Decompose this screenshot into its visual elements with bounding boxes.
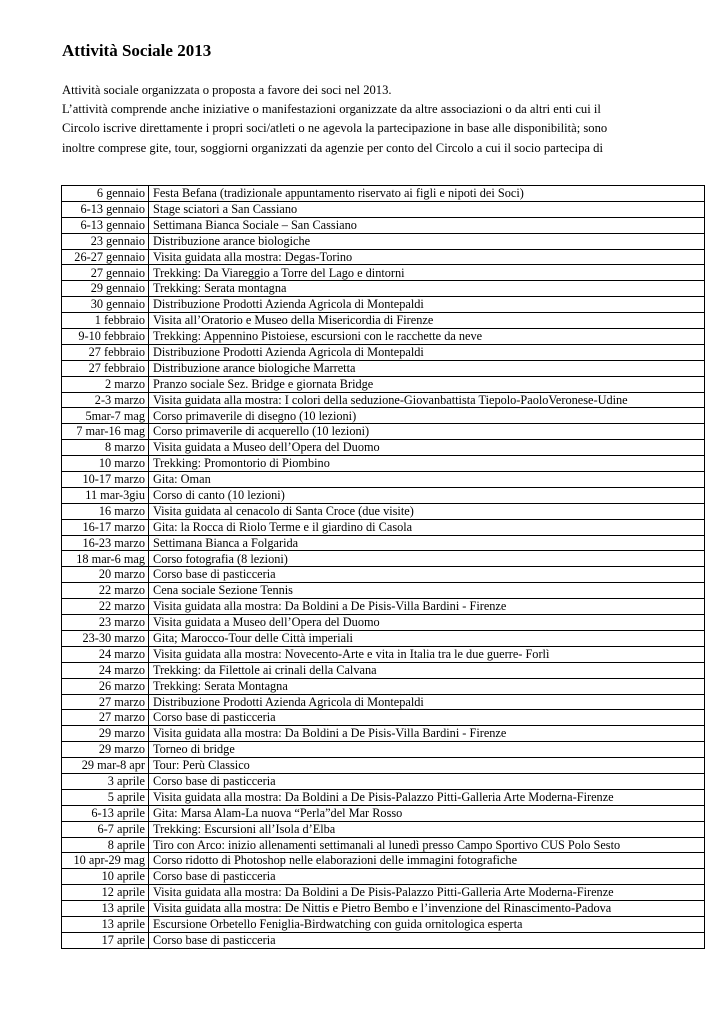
- row-activity: Settimana Bianca a Folgarida: [149, 535, 705, 551]
- row-activity: Corso base di pasticceria: [149, 773, 705, 789]
- table-row: [62, 297, 705, 313]
- row-date: 23 gennaio: [62, 233, 149, 249]
- table-row: [62, 249, 705, 265]
- row-activity: Corso ridotto di Photoshop nelle elaborazioni delle immagini fotografiche: [149, 853, 705, 869]
- table-row: [62, 313, 705, 329]
- row-date: 29 mar-8 apr: [62, 758, 149, 774]
- row-date: 30 gennaio: [62, 297, 149, 313]
- row-activity: Trekking: Appennino Pistoiese, escursioni con le racchette da neve: [149, 329, 705, 345]
- table-row: [62, 440, 705, 456]
- table-row: [62, 710, 705, 726]
- table-row: [62, 344, 705, 360]
- row-date: 6-7 aprile: [62, 821, 149, 837]
- row-activity: Trekking: Promontorio di Piombino: [149, 456, 705, 472]
- table-row: [62, 424, 705, 440]
- table-row: [62, 329, 705, 345]
- row-date: 23 marzo: [62, 615, 149, 631]
- row-date: 8 aprile: [62, 837, 149, 853]
- row-activity: Distribuzione arance biologiche Marretta: [149, 360, 705, 376]
- row-date: 2-3 marzo: [62, 392, 149, 408]
- row-date: 26-27 gennaio: [62, 249, 149, 265]
- row-activity: Trekking: Serata montagna: [149, 281, 705, 297]
- activities-table: [61, 185, 705, 949]
- table-row: [62, 742, 705, 758]
- table-row: [62, 217, 705, 233]
- row-date: 22 marzo: [62, 599, 149, 615]
- table-row: [62, 646, 705, 662]
- table-row: [62, 201, 705, 217]
- row-activity: Gita: la Rocca di Riolo Terme e il giardino di Casola: [149, 519, 705, 535]
- row-activity: Visita guidata alla mostra: Da Boldini a De Pisis-Palazzo Pitti-Galleria Arte Moderna-Firenze: [149, 885, 705, 901]
- intro-text: [62, 81, 702, 158]
- row-activity: Festa Befana (tradizionale appuntamento riservato ai figli e nipoti dei Soci): [149, 186, 705, 202]
- table-row: [62, 901, 705, 917]
- table-row: [62, 360, 705, 376]
- table-row: [62, 678, 705, 694]
- table-row: [62, 773, 705, 789]
- row-activity: Gita: Oman: [149, 472, 705, 488]
- table-row: [62, 535, 705, 551]
- row-date: 10 apr-29 mag: [62, 853, 149, 869]
- row-activity: Distribuzione Prodotti Azienda Agricola di Montepaldi: [149, 344, 705, 360]
- row-date: 5 aprile: [62, 789, 149, 805]
- row-date: 12 aprile: [62, 885, 149, 901]
- row-date: 27 febbraio: [62, 344, 149, 360]
- row-activity: Pranzo sociale Sez. Bridge e giornata Bridge: [149, 376, 705, 392]
- row-activity: Corso di canto (10 lezioni): [149, 487, 705, 503]
- row-date: 7 mar-16 mag: [62, 424, 149, 440]
- row-date: 17 aprile: [62, 932, 149, 948]
- row-activity: Corso fotografia (8 lezioni): [149, 551, 705, 567]
- table-row: [62, 551, 705, 567]
- row-date: 23-30 marzo: [62, 630, 149, 646]
- row-date: 13 aprile: [62, 901, 149, 917]
- row-date: 3 aprile: [62, 773, 149, 789]
- intro-line: inoltre comprese gite, tour, soggiorni organizzati da agenzie per conto del Circolo a cui il socio partecipa di: [62, 140, 603, 155]
- row-activity: Stage sciatori a San Cassiano: [149, 201, 705, 217]
- row-date: 16 marzo: [62, 503, 149, 519]
- row-date: 22 marzo: [62, 583, 149, 599]
- row-activity: Gita: Marsa Alam-La nuova “Perla”del Mar Rosso: [149, 805, 705, 821]
- row-activity: Visita guidata alla mostra: Da Boldini a De Pisis-Villa Bardini - Firenze: [149, 599, 705, 615]
- row-activity: Visita guidata alla mostra: Degas-Torino: [149, 249, 705, 265]
- row-activity: Cena sociale Sezione Tennis: [149, 583, 705, 599]
- table-row: [62, 758, 705, 774]
- row-date: 29 gennaio: [62, 281, 149, 297]
- row-date: 1 febbraio: [62, 313, 149, 329]
- row-activity: Tiro con Arco: inizio allenamenti settimanali al lunedì presso Campo Sportivo CUS Polo Sesto: [149, 837, 705, 853]
- row-activity: Visita guidata alla mostra: Da Boldini a De Pisis-Villa Bardini - Firenze: [149, 726, 705, 742]
- row-activity: Trekking: da Filettole ai crinali della Calvana: [149, 662, 705, 678]
- row-date: 18 mar-6 mag: [62, 551, 149, 567]
- table-row: [62, 376, 705, 392]
- row-activity: Visita all’Oratorio e Museo della Misericordia di Firenze: [149, 313, 705, 329]
- row-date: 27 febbraio: [62, 360, 149, 376]
- row-date: 26 marzo: [62, 678, 149, 694]
- row-activity: Corso primaverile di acquerello (10 lezioni): [149, 424, 705, 440]
- table-row: [62, 503, 705, 519]
- table-row: [62, 487, 705, 503]
- row-activity: Trekking: Serata Montagna: [149, 678, 705, 694]
- row-activity: Distribuzione Prodotti Azienda Agricola di Montepaldi: [149, 297, 705, 313]
- table-row: [62, 694, 705, 710]
- table-row: [62, 599, 705, 615]
- row-date: 6 gennaio: [62, 186, 149, 202]
- table-row: [62, 726, 705, 742]
- table-row: [62, 932, 705, 948]
- table-row: [62, 408, 705, 424]
- activities-table-body: [62, 186, 705, 949]
- row-activity: Corso base di pasticceria: [149, 932, 705, 948]
- table-row: [62, 630, 705, 646]
- table-row: [62, 662, 705, 678]
- row-date: 29 marzo: [62, 742, 149, 758]
- row-activity: Visita guidata al cenacolo di Santa Croce (due visite): [149, 503, 705, 519]
- row-activity: Distribuzione arance biologiche: [149, 233, 705, 249]
- table-row: [62, 456, 705, 472]
- row-activity: Escursione Orbetello Feniglia-Birdwatching con guida ornitologica esperta: [149, 916, 705, 932]
- row-date: 2 marzo: [62, 376, 149, 392]
- intro-line: Circolo iscrive direttamente i propri soci/atleti o ne agevola la partecipazione in base alle disponibilità; sono: [62, 121, 608, 136]
- table-row: [62, 567, 705, 583]
- table-row: [62, 281, 705, 297]
- row-activity: Visita guidata alla mostra: Novecento-Arte e vita in Italia tra le due guerre- Forlì: [149, 646, 705, 662]
- table-row: [62, 265, 705, 281]
- row-activity: Gita; Marocco-Tour delle Città imperiali: [149, 630, 705, 646]
- row-date: 6-13 gennaio: [62, 201, 149, 217]
- row-date: 5mar-7 mag: [62, 408, 149, 424]
- table-row: [62, 519, 705, 535]
- table-row: [62, 583, 705, 599]
- row-date: 8 marzo: [62, 440, 149, 456]
- row-activity: Corso base di pasticceria: [149, 869, 705, 885]
- row-activity: Trekking: Escursioni all’Isola d’Elba: [149, 821, 705, 837]
- row-date: 27 marzo: [62, 710, 149, 726]
- row-activity: Corso primaverile di disegno (10 lezioni): [149, 408, 705, 424]
- row-date: 9-10 febbraio: [62, 329, 149, 345]
- row-activity: Corso base di pasticceria: [149, 710, 705, 726]
- table-row: [62, 885, 705, 901]
- table-row: [62, 821, 705, 837]
- page-title: Attività Sociale 2013: [62, 41, 212, 60]
- intro-line: Attività sociale organizzata o proposta a favore dei soci nel 2013.: [62, 83, 392, 97]
- table-row: [62, 233, 705, 249]
- table-row: [62, 805, 705, 821]
- row-date: 6-13 gennaio: [62, 217, 149, 233]
- row-activity: Torneo di bridge: [149, 742, 705, 758]
- row-date: 27 gennaio: [62, 265, 149, 281]
- row-activity: Settimana Bianca Sociale – San Cassiano: [149, 217, 705, 233]
- row-activity: Visita guidata alla mostra: Da Boldini a De Pisis-Palazzo Pitti-Galleria Arte Moderna-Firenze: [149, 789, 705, 805]
- row-activity: Tour: Perù Classico: [149, 758, 705, 774]
- row-activity: Trekking: Da Viareggio a Torre del Lago e dintorni: [149, 265, 705, 281]
- row-date: 29 marzo: [62, 726, 149, 742]
- table-row: [62, 789, 705, 805]
- row-date: 16-23 marzo: [62, 535, 149, 551]
- row-date: 20 marzo: [62, 567, 149, 583]
- row-date: 13 aprile: [62, 916, 149, 932]
- table-row: [62, 837, 705, 853]
- row-activity: Visita guidata alla mostra: De Nittis e Pietro Bembo e l’invenzione del Rinascimento-Padova: [149, 901, 705, 917]
- row-activity: Visita guidata a Museo dell’Opera del Duomo: [149, 615, 705, 631]
- row-date: 6-13 aprile: [62, 805, 149, 821]
- table-row: [62, 392, 705, 408]
- table-row: [62, 853, 705, 869]
- row-date: 10 marzo: [62, 456, 149, 472]
- row-date: 11 mar-3giu: [62, 487, 149, 503]
- table-row: [62, 916, 705, 932]
- row-activity: Visita guidata alla mostra: I colori della seduzione-Giovanbattista Tiepolo-PaoloVeronese-Udine: [149, 392, 705, 408]
- row-date: 27 marzo: [62, 694, 149, 710]
- row-date: 16-17 marzo: [62, 519, 149, 535]
- table-row: [62, 615, 705, 631]
- row-activity: Distribuzione Prodotti Azienda Agricola di Montepaldi: [149, 694, 705, 710]
- row-date: 10-17 marzo: [62, 472, 149, 488]
- row-activity: Visita guidata a Museo dell’Opera del Duomo: [149, 440, 705, 456]
- table-row: [62, 472, 705, 488]
- intro-line: L’attività comprende anche iniziative o manifestazioni organizzate da altre associazioni o da altri enti cui il: [62, 102, 601, 117]
- row-activity: Corso base di pasticceria: [149, 567, 705, 583]
- table-row: [62, 186, 705, 202]
- table-row: [62, 869, 705, 885]
- row-date: 24 marzo: [62, 662, 149, 678]
- row-date: 24 marzo: [62, 646, 149, 662]
- row-date: 10 aprile: [62, 869, 149, 885]
